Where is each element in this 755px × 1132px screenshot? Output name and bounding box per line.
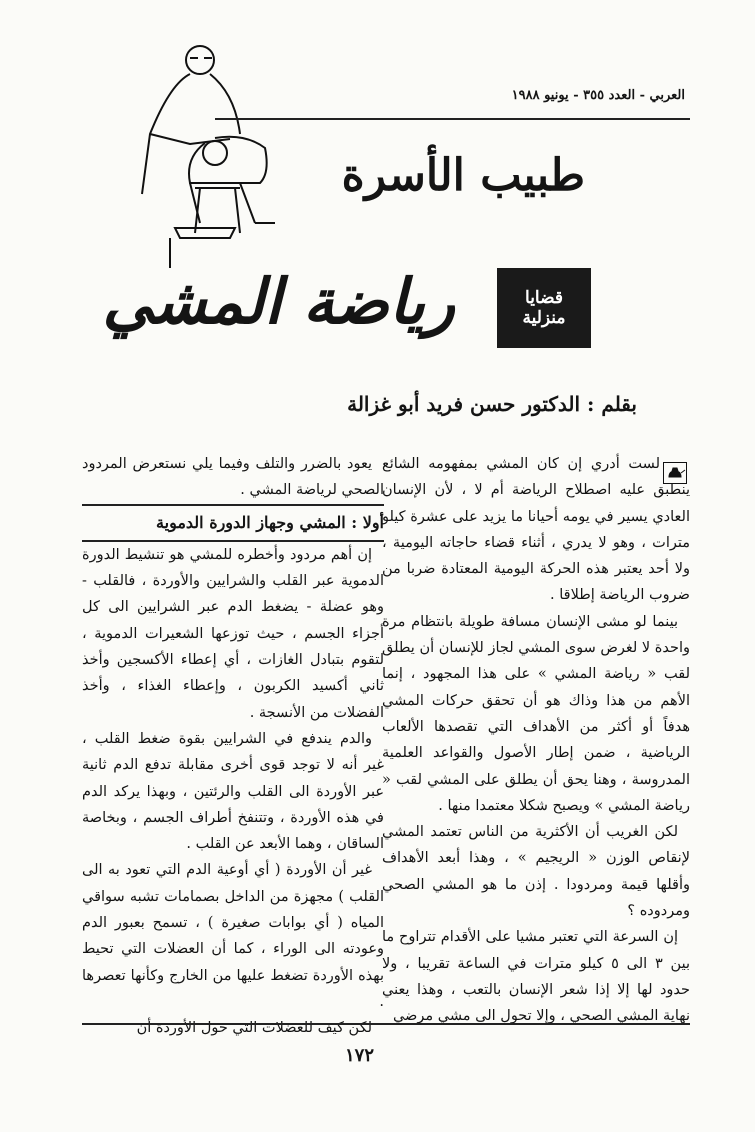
bottom-rule bbox=[82, 1023, 690, 1025]
paragraph: يعود بالضرر والتلف وفيما يلي نستعرض المردود الصحي لرياضة المشي . bbox=[82, 456, 384, 499]
paragraph: غير أن الأوردة ( أي أوعية الدم التي تعود به الى القلب ) مجهزة من الداخل بصمامات تشبه سواقي المياه ( أي بوابات صغيرة ) ، تسمح بعبور الدم وعودته الى الوراء ، كما أن العضلات التي تحيط بهذه الأوردة تضغط عليها من الخارج وكأنها تعصرها . bbox=[82, 862, 384, 1010]
paragraph: إن السرعة التي تعتبر مشيا على الأقدام تتراوح ما بين ٣ الى ٥ كيلو مترات في الساعة تقريبا ، ولا حدود لها إلا إذا شعر الإنسان بالتعب ، وهذا يعني نهاية المشي الصحي ، وإلا تحول الى مشي مرضي bbox=[382, 929, 690, 1025]
issue-header: العربي - العدد ٣٥٥ - يونيو ١٩٨٨ bbox=[511, 88, 685, 103]
right-column bbox=[382, 451, 690, 1030]
paragraph: لكن كيف للعضلات التي حول الأوردة أن bbox=[136, 1020, 372, 1037]
category-badge bbox=[497, 268, 591, 348]
paragraph: إن أهم مردود وأخطره للمشي هو تنشيط الدورة الدموية عبر القلب والشرايين والأوردة ، فالقلب - وهو عضلة - يضغط الدم عبر الشرايين الى كل أجزاء الجسم ، حيث توزعها الشعيرات الدموية ، لتقوم بتبادل الغازات ، أي إعطاء الأكسجين وأخذ ثاني أكسيد الكربون ، وإعطاء الغذاء ، وأخذ الفضلات من الأنسجة . bbox=[82, 546, 384, 721]
section-title: طبيب الأسرة bbox=[341, 150, 585, 201]
paragraph: بينما لو مشى الإنسان مسافة طويلة بانتظام مرة واحدة لا لغرض سوى المشي لجاز للإنسان أن يطلق لقب « رياضة المشي » على هذا المجهود ، إنما الأهم من هذا وذاك هو أن تحقق حركات المشي هدفاً أو أكثر من الأهداف التي تقصدها الألعاب الرياضية ، ضمن إطار الأصول والقواعد العلمية المدروسة ، وهنا يحق أن يطلق على المشي لقب « رياضة المشي » ويصبح شكلا معتمدا منها . bbox=[382, 613, 690, 814]
left-column bbox=[82, 451, 384, 1042]
paragraph: لست أدري إن كان المشي بمفهومه الشائع ينطبق عليه اصطلاح الرياضة أم لا ، لأن الإنسان العادي يسير في يومه أحيانا ما يزيد على عشرة كيلو مترات ، وهو لا يدري ، أثناء قضاء حاجاته اليومية ، ولا أحد يعتبر هذه الحركة اليومية المعتادة ضربا من ضروب الرياضة إطلاقا . bbox=[382, 456, 690, 604]
paragraph: لكن الغريب أن الأكثرية من الناس تعتمد المشي لإنقاص الوزن « الريجيم » ، وهذا أبعد الأهداف وأقلها قيمة ومردودا . إذن ما هو المشي الصحي ومردوده ؟ bbox=[382, 824, 690, 920]
badge-line-1: قضايا bbox=[525, 287, 563, 308]
page-number: ١٧٢ bbox=[345, 1045, 375, 1066]
top-rule bbox=[215, 118, 690, 120]
doctor-patient-illustration bbox=[120, 38, 310, 268]
badge-line-2: منزلية bbox=[522, 308, 566, 328]
article-title: رياضة المشي bbox=[102, 265, 455, 338]
author-byline: بقلم : الدكتور حسن فريد أبو غزالة bbox=[347, 392, 637, 416]
section-heading: أولا : المشي وجهاز الدورة الدموية bbox=[82, 504, 384, 542]
paragraph: والدم يندفع في الشرايين بقوة ضغط القلب ، غير أنه لا توجد قوى أخرى مقابلة تدفع الدم ثانية عبر الأوردة الى القلب والرئتين ، وبهذا يركد الدم في هذه الأوردة ، وتتنفخ أطراف الجسم ، وبخاصة الساقان ، وهما الأبعد عن القلب . bbox=[82, 730, 384, 853]
